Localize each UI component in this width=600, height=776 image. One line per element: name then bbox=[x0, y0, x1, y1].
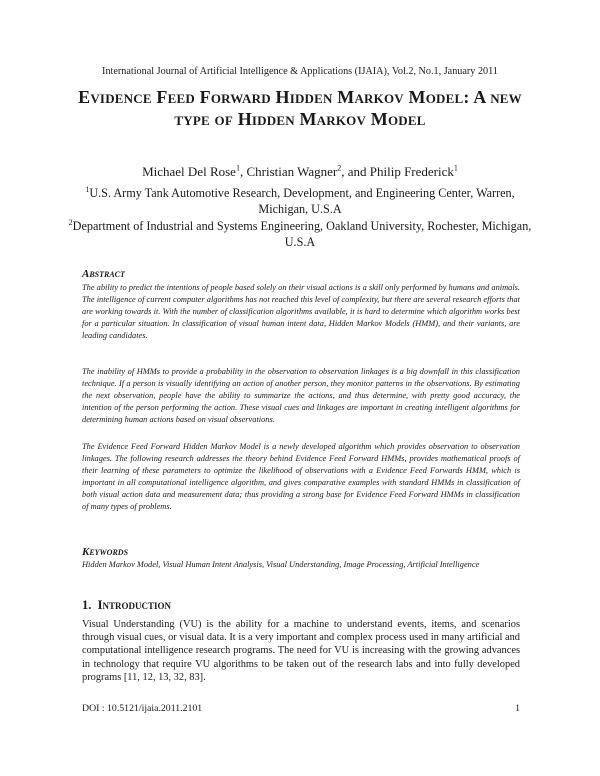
abstract-paragraph: The ability to predict the intentions of people based solely on their visual actions is a skill only performed by humans and animals. The intelligence of current computer algorithms has not reached this level of complexity, but there are several research efforts that are working towards it. With the number of classification algorithms available, it is hard to determine which algorithm works best for a particular situation. In classification of visual human intent data, Hidden Markov Models (HMM), and their variants, are leading candidates. bbox=[82, 283, 520, 341]
affiliation-2 bbox=[60, 218, 540, 250]
abstract-heading: Abstract bbox=[82, 268, 125, 280]
affiliation-mark: 1 bbox=[85, 184, 90, 194]
author-affiliation-mark: 1 bbox=[453, 163, 458, 173]
page-number: 1 bbox=[515, 703, 520, 714]
abstract-paragraph: The Evidence Feed Forward Hidden Markov Model is a newly developed algorithm which provides observation to observation linkages. The following research addresses the theory behind Evidence Feed Forward HMMs, provides mathematical proofs of their learning of these parameters to optimize the likelihood of observations with a Evidence Feed Forwards HMM, which is important in all computational intelligence algorithm, and gives comparative examples with standard HMMs in classification of both visual action data and measurement data; thus providing a strong base for Evidence Feed Forward HMMs in classification of many types of problems. bbox=[82, 442, 520, 512]
keywords-text: Hidden Markov Model, Visual Human Intent Analysis, Visual Understanding, Image Processing, Artificial Intelligence bbox=[82, 560, 480, 569]
author-name: Michael Del Rose bbox=[142, 164, 236, 179]
author-affiliation-mark: 1 bbox=[235, 163, 240, 173]
footer-doi: DOI : 10.5121/ijaia.2011.2101 bbox=[82, 703, 203, 714]
paper-title: Evidence Feed Forward Hidden Markov Model: A new type of Hidden Markov Model bbox=[78, 87, 522, 129]
affiliation-1 bbox=[60, 185, 540, 217]
section-number: 1. bbox=[82, 598, 92, 612]
author-list bbox=[0, 164, 600, 180]
introduction-paragraph: Visual Understanding (VU) is the ability for a machine to understand events, items, and scenarios through visual cues, or visual data. It is a very important and complex process used in many artificial and computational intelligence research programs. The need for VU is increasing with the growing advances in technology that require VU algorithms to be taken out of the research labs and into fully developed programs [11, 12, 13, 32, 83]. bbox=[82, 619, 520, 683]
section-title: Introduction bbox=[97, 598, 171, 612]
author-name: Christian Wagner bbox=[246, 164, 338, 179]
abstract-paragraph: The inability of HMMs to provide a probability in the observation to observation linkages is a big downfall in this classification technique. If a person is visually identifying an action of another person, they monitor patterns in the observations. By estimating the next observation, people have the ability to summarize the actions, and thus determine, with pretty good accuracy, the intention of the person performing the action. These visual cues and linkages are important in creating intelligent algorithms for determining human actions based on visual observations. bbox=[82, 367, 520, 425]
section-heading-introduction bbox=[82, 598, 171, 613]
author-separator: , bbox=[239, 164, 247, 179]
affiliation-text: Department of Industrial and Systems Engineering, Oakland University, Rochester, Michigan, U.S.A bbox=[72, 219, 532, 249]
keywords-heading: Keywords bbox=[82, 546, 129, 558]
author-separator: , and bbox=[341, 164, 370, 179]
journal-running-header: International Journal of Artificial Intelligence & Applications (IJAIA), Vol.2, No.1, January 2011 bbox=[102, 66, 498, 77]
affiliation-text: U.S. Army Tank Automotive Research, Development, and Engineering Center, Warren, Michigan, U.S.A bbox=[89, 186, 515, 216]
author-name: Philip Frederick bbox=[369, 164, 454, 179]
affiliation-mark: 2 bbox=[68, 217, 73, 227]
author-affiliation-mark: 2 bbox=[337, 163, 342, 173]
